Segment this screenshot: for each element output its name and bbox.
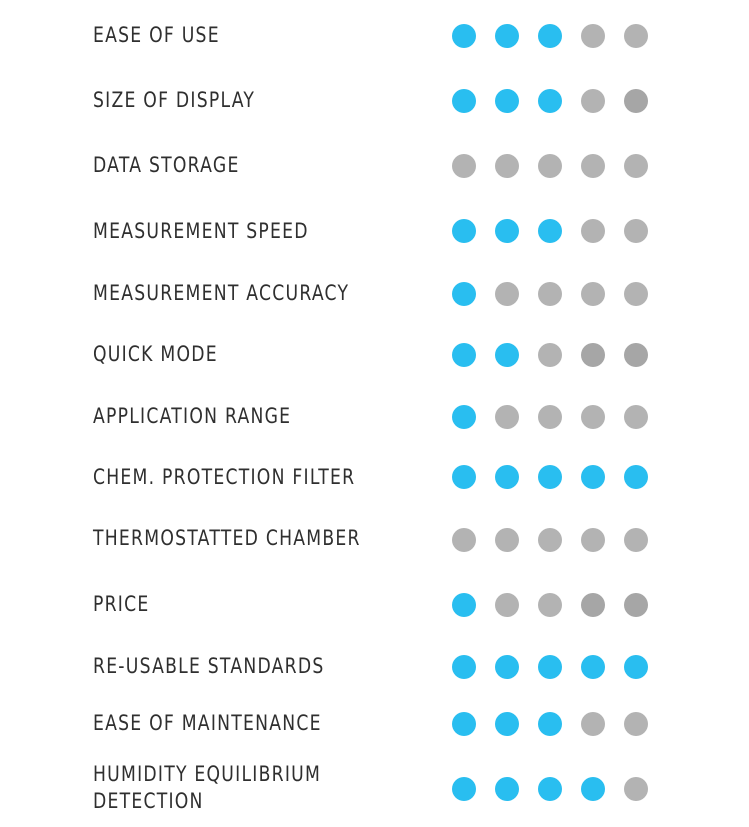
- rating-dot-filled: [538, 465, 562, 489]
- rating-dot-empty: [624, 343, 648, 367]
- rating-dot-filled: [538, 712, 562, 736]
- rating-dot-filled: [581, 777, 605, 801]
- rating-dots: [452, 343, 652, 367]
- rating-dots: [452, 282, 652, 306]
- rating-dot-empty: [538, 282, 562, 306]
- feature-label: RE-USABLE STANDARDS: [93, 654, 325, 678]
- feature-label: SIZE OF DISPLAY: [93, 88, 256, 112]
- feature-label: DATA STORAGE: [93, 153, 240, 177]
- rating-dot-filled: [452, 465, 476, 489]
- rating-dot-empty: [538, 343, 562, 367]
- rating-dots: [452, 219, 652, 243]
- rating-dot-filled: [452, 24, 476, 48]
- rating-dot-empty: [581, 405, 605, 429]
- rating-dots: [452, 405, 652, 429]
- rating-dot-filled: [452, 89, 476, 113]
- rating-dot-filled: [581, 655, 605, 679]
- rating-dot-empty: [624, 405, 648, 429]
- rating-dot-filled: [452, 777, 476, 801]
- rating-dot-filled: [538, 777, 562, 801]
- rating-dot-empty: [581, 219, 605, 243]
- rating-dot-empty: [495, 593, 519, 617]
- rating-dot-empty: [624, 712, 648, 736]
- rating-dot-empty: [495, 528, 519, 552]
- rating-dot-empty: [624, 593, 648, 617]
- rating-dots: [452, 593, 652, 617]
- rating-dot-empty: [624, 282, 648, 306]
- rating-dot-empty: [452, 154, 476, 178]
- feature-label: CHEM. PROTECTION FILTER: [93, 465, 356, 489]
- rating-dot-filled: [495, 777, 519, 801]
- rating-dot-empty: [581, 528, 605, 552]
- rating-dot-empty: [495, 154, 519, 178]
- rating-dot-empty: [581, 282, 605, 306]
- rating-dot-filled: [452, 593, 476, 617]
- rating-dot-filled: [452, 219, 476, 243]
- rating-dots: [452, 465, 652, 489]
- feature-label: EASE OF MAINTENANCE: [93, 711, 322, 735]
- rating-dot-empty: [495, 405, 519, 429]
- rating-dot-empty: [538, 154, 562, 178]
- rating-dot-empty: [624, 24, 648, 48]
- feature-label: MEASUREMENT ACCURACY: [93, 281, 350, 305]
- feature-label: APPLICATION RANGE: [93, 404, 292, 428]
- rating-dot-filled: [495, 219, 519, 243]
- rating-dot-empty: [581, 712, 605, 736]
- rating-dot-empty: [581, 343, 605, 367]
- rating-dot-filled: [538, 219, 562, 243]
- rating-dot-filled: [624, 655, 648, 679]
- feature-label: HUMIDITY EQUILIBRIUM DETECTION: [93, 762, 322, 813]
- rating-dots: [452, 89, 652, 113]
- rating-dot-filled: [452, 343, 476, 367]
- rating-dot-filled: [538, 655, 562, 679]
- rating-dot-empty: [581, 24, 605, 48]
- rating-dot-empty: [624, 777, 648, 801]
- rating-dot-filled: [495, 712, 519, 736]
- rating-dot-empty: [495, 282, 519, 306]
- rating-dot-empty: [538, 528, 562, 552]
- rating-dot-filled: [495, 343, 519, 367]
- feature-label: THERMOSTATTED CHAMBER: [93, 526, 361, 550]
- rating-dot-filled: [495, 24, 519, 48]
- rating-dot-empty: [452, 528, 476, 552]
- feature-label: EASE OF USE: [93, 23, 220, 47]
- feature-label: MEASUREMENT SPEED: [93, 219, 309, 243]
- rating-dots: [452, 712, 652, 736]
- rating-dot-filled: [452, 405, 476, 429]
- rating-dot-filled: [452, 712, 476, 736]
- feature-label: PRICE: [93, 592, 150, 616]
- rating-dots: [452, 154, 652, 178]
- rating-dots: [452, 655, 652, 679]
- rating-dot-empty: [538, 593, 562, 617]
- rating-dot-empty: [624, 219, 648, 243]
- rating-dot-filled: [538, 24, 562, 48]
- rating-dot-filled: [495, 655, 519, 679]
- rating-dot-empty: [624, 89, 648, 113]
- rating-dot-filled: [495, 465, 519, 489]
- rating-dot-empty: [581, 593, 605, 617]
- rating-dot-empty: [624, 528, 648, 552]
- rating-dot-empty: [624, 154, 648, 178]
- rating-dots: [452, 777, 652, 801]
- rating-dot-filled: [495, 89, 519, 113]
- rating-dot-filled: [452, 282, 476, 306]
- rating-dot-empty: [581, 89, 605, 113]
- rating-dot-filled: [581, 465, 605, 489]
- rating-dot-filled: [624, 465, 648, 489]
- rating-dots: [452, 24, 652, 48]
- rating-dot-filled: [452, 655, 476, 679]
- rating-dots: [452, 528, 652, 552]
- feature-label: QUICK MODE: [93, 342, 218, 366]
- rating-dot-empty: [581, 154, 605, 178]
- rating-dot-filled: [538, 89, 562, 113]
- rating-dot-empty: [538, 405, 562, 429]
